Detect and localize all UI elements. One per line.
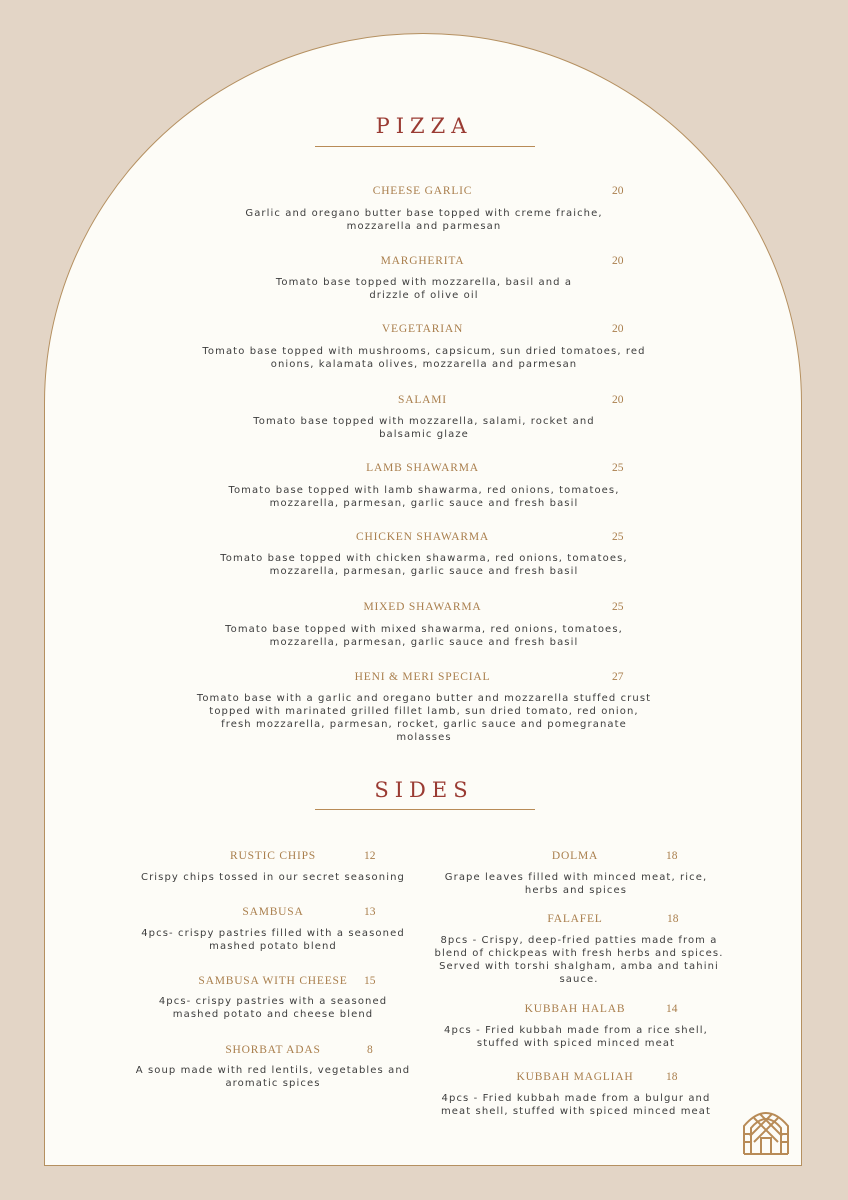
item-price: 18 bbox=[667, 913, 679, 925]
sides-section-title: SIDES bbox=[374, 778, 474, 802]
item-name: SHORBAT ADAS bbox=[225, 1044, 321, 1056]
item-name: KUBBAH MAGLIAH bbox=[516, 1071, 634, 1083]
item-description: 4pcs - Fried kubbah made from a bulgur and meat shell, stuffed with spiced minced meat bbox=[440, 1093, 712, 1117]
item-name: SAMBUSA WITH CHEESE bbox=[198, 975, 348, 987]
item-description: Tomato base topped with lamb shawarma, red onions, tomatoes, mozzarella, parmesan, garlic sauce and fresh basil bbox=[228, 485, 620, 509]
item-price: 13 bbox=[364, 906, 376, 918]
item-price: 25 bbox=[612, 462, 624, 474]
item-description: Tomato base with a garlic and oregano butter and mozzarella stuffed crust topped with marinated grilled fillet lamb, sun dried tomato, red onion, fresh mozzarella, parmesan, rocket, garlic sauce and pomegranate molasses bbox=[196, 693, 652, 743]
item-description: Crispy chips tossed in our secret seasoning bbox=[141, 872, 405, 883]
item-name: LAMB SHAWARMA bbox=[366, 462, 479, 474]
item-price: 8 bbox=[367, 1044, 373, 1056]
pizza-section-title: PIZZA bbox=[375, 114, 473, 138]
item-description: 4pcs - Fried kubbah made from a rice shell, stuffed with spiced minced meat bbox=[444, 1025, 708, 1049]
arch-lattice-logo-icon bbox=[740, 1104, 792, 1156]
item-price: 15 bbox=[364, 975, 376, 987]
item-name: CHICKEN SHAWARMA bbox=[356, 531, 489, 543]
item-name: RUSTIC CHIPS bbox=[230, 850, 316, 862]
item-description: A soup made with red lentils, vegetables and aromatic spices bbox=[135, 1065, 411, 1089]
item-name: MARGHERITA bbox=[380, 255, 465, 267]
item-name: CHEESE GARLIC bbox=[372, 185, 473, 197]
item-price: 20 bbox=[612, 394, 624, 406]
item-price: 27 bbox=[612, 671, 624, 683]
item-price: 20 bbox=[612, 255, 624, 267]
item-name: FALAFEL bbox=[547, 913, 603, 925]
item-price: 25 bbox=[612, 531, 624, 543]
item-name: VEGETARIAN bbox=[381, 323, 464, 335]
item-price: 20 bbox=[612, 323, 624, 335]
item-price: 25 bbox=[612, 601, 624, 613]
item-description: Garlic and oregano butter base topped with creme fraiche, mozzarella and parmesan bbox=[245, 208, 603, 232]
item-description: Tomato base topped with mozzarella, basil and a drizzle of olive oil bbox=[275, 277, 573, 301]
item-description: 8pcs - Crispy, deep-fried patties made from a blend of chickpeas with fresh herbs and spices. Served with torshi shalgham, amba and tahini sauce. bbox=[434, 935, 724, 985]
item-price: 18 bbox=[666, 1071, 678, 1083]
item-price: 12 bbox=[364, 850, 376, 862]
item-price: 14 bbox=[666, 1003, 678, 1015]
item-description: Tomato base topped with chicken shawarma, red onions, tomatoes, mozzarella, parmesan, garlic sauce and fresh basil bbox=[220, 553, 628, 577]
item-name: DOLMA bbox=[551, 850, 599, 862]
item-description: Grape leaves filled with minced meat, rice, herbs and spices bbox=[444, 872, 708, 896]
item-name: SALAMI bbox=[398, 394, 447, 406]
item-name: SAMBUSA bbox=[242, 906, 304, 918]
item-name: HENI & MERI SPECIAL bbox=[354, 671, 491, 683]
pizza-title-divider bbox=[315, 146, 535, 147]
item-name: KUBBAH HALAB bbox=[524, 1003, 626, 1015]
item-description: Tomato base topped with mozzarella, salami, rocket and balsamic glaze bbox=[253, 416, 595, 440]
item-price: 20 bbox=[612, 185, 624, 197]
item-description: Tomato base topped with mushrooms, capsicum, sun dried tomatoes, red onions, kalamata olives, mozzarella and parmesan bbox=[202, 346, 646, 370]
item-description: 4pcs- crispy pastries filled with a seasoned mashed potato blend bbox=[141, 928, 405, 952]
item-description: Tomato base topped with mixed shawarma, red onions, tomatoes, mozzarella, parmesan, garlic sauce and fresh basil bbox=[225, 624, 623, 648]
item-description: 4pcs- crispy pastries with a seasoned mashed potato and cheese blend bbox=[158, 996, 388, 1020]
item-price: 18 bbox=[666, 850, 678, 862]
sides-title-divider bbox=[315, 809, 535, 810]
item-name: MIXED SHAWARMA bbox=[363, 601, 482, 613]
